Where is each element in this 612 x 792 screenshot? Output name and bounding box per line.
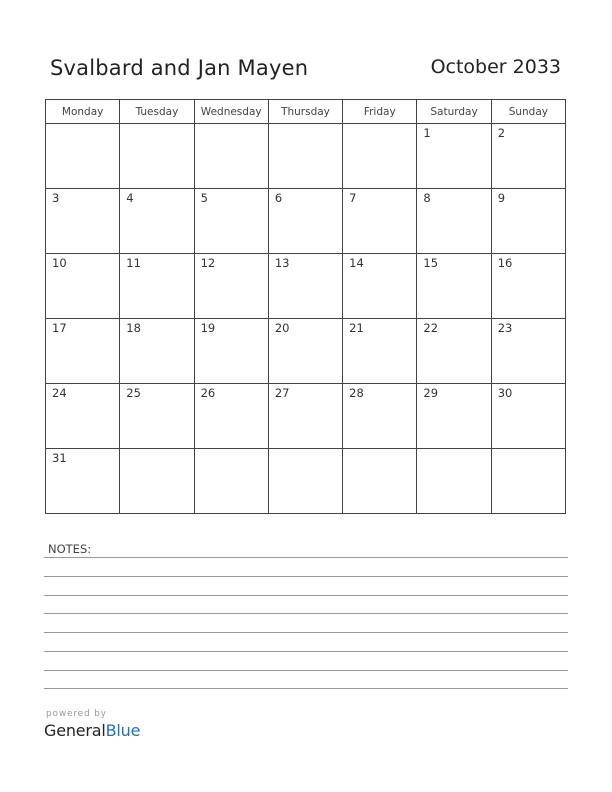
week-row (46, 449, 566, 514)
day-cell (417, 449, 491, 514)
day-cell (120, 254, 194, 319)
day-number: 22 (423, 321, 439, 335)
day-cell (417, 124, 491, 189)
day-cell (120, 189, 194, 254)
day-cell (491, 319, 565, 384)
day-number: 7 (349, 191, 357, 205)
day-cell (491, 124, 565, 189)
day-number: 12 (200, 256, 216, 270)
weekday-friday: Friday (343, 100, 417, 124)
day-cell (268, 254, 342, 319)
day-number: 10 (52, 256, 67, 270)
day-number: 2 (497, 126, 506, 140)
day-number (343, 449, 416, 451)
week-row (46, 124, 566, 189)
day-cell (46, 189, 120, 254)
day-number: 4 (126, 191, 134, 205)
day-number: 31 (52, 451, 67, 465)
day-cell (417, 384, 491, 449)
day-number: 13 (274, 256, 290, 270)
day-cell (46, 124, 120, 189)
day-number: 15 (423, 256, 439, 270)
day-cell (194, 254, 268, 319)
day-cell (194, 319, 268, 384)
day-number (343, 124, 416, 126)
day-number: 6 (274, 191, 283, 205)
day-number: 17 (52, 321, 67, 335)
day-cell (417, 189, 491, 254)
powered-by-text: powered by (46, 709, 107, 719)
brand-general: General (44, 721, 106, 740)
day-cell (268, 124, 342, 189)
day-cell (343, 384, 417, 449)
notes-line (44, 576, 568, 577)
notes-line (44, 613, 568, 614)
notes-line (44, 595, 568, 596)
day-number (46, 124, 119, 126)
day-cell (417, 319, 491, 384)
day-cell (343, 254, 417, 319)
day-cell (343, 124, 417, 189)
day-number (417, 449, 490, 451)
day-cell (120, 319, 194, 384)
day-number: 3 (52, 191, 60, 205)
day-cell (343, 319, 417, 384)
day-number: 5 (200, 191, 208, 205)
day-number: 26 (200, 386, 216, 400)
day-number: 9 (497, 191, 506, 205)
weekday-saturday: Saturday (417, 100, 491, 124)
day-cell (194, 384, 268, 449)
week-row (46, 254, 566, 319)
day-cell (268, 449, 342, 514)
day-number (120, 449, 193, 451)
day-number (269, 449, 342, 451)
weekday-tuesday: Tuesday (120, 100, 194, 124)
month-year-label: October 2033 (430, 56, 561, 78)
day-number (269, 124, 342, 126)
notes-line (44, 651, 568, 652)
notes-line (44, 557, 568, 558)
day-number: 14 (349, 256, 364, 270)
day-number (195, 449, 268, 451)
day-cell (491, 449, 565, 514)
day-cell (194, 449, 268, 514)
day-cell (268, 319, 342, 384)
weekday-header-row (46, 100, 566, 124)
weekday-sunday: Sunday (491, 100, 565, 124)
day-number: 25 (126, 386, 141, 400)
day-number (492, 449, 565, 451)
day-number (195, 124, 268, 126)
day-number: 16 (497, 256, 513, 270)
day-number: 19 (200, 321, 216, 335)
weekday-wednesday: Wednesday (194, 100, 268, 124)
notes-label: NOTES: (48, 542, 92, 556)
day-cell (268, 189, 342, 254)
day-number: 30 (497, 386, 513, 400)
day-cell (343, 189, 417, 254)
day-cell (46, 384, 120, 449)
day-cell (46, 449, 120, 514)
calendar-title: Svalbard and Jan Mayen (50, 56, 309, 80)
weekday-thursday: Thursday (268, 100, 342, 124)
day-number: 11 (126, 256, 141, 270)
day-number (120, 124, 193, 126)
notes-line (44, 670, 568, 671)
calendar-grid (45, 99, 566, 514)
day-cell (343, 449, 417, 514)
day-cell (120, 449, 194, 514)
notes-line (44, 688, 568, 689)
notes-line (44, 632, 568, 633)
day-number: 28 (349, 386, 364, 400)
day-cell (491, 254, 565, 319)
day-cell (46, 319, 120, 384)
day-number: 18 (126, 321, 141, 335)
day-cell (417, 254, 491, 319)
day-number: 29 (423, 386, 439, 400)
day-cell (120, 124, 194, 189)
week-row (46, 319, 566, 384)
week-row (46, 384, 566, 449)
day-cell (120, 384, 194, 449)
day-number: 23 (497, 321, 513, 335)
day-number: 24 (52, 386, 67, 400)
day-number: 21 (349, 321, 364, 335)
day-cell (491, 384, 565, 449)
day-number: 8 (423, 191, 431, 205)
day-cell (268, 384, 342, 449)
brand-blue: Blue (105, 721, 141, 740)
day-number: 27 (274, 386, 290, 400)
generalblue-logo[interactable] (44, 721, 140, 740)
day-cell (194, 189, 268, 254)
day-cell (491, 189, 565, 254)
day-number: 1 (423, 126, 431, 140)
weekday-monday: Monday (46, 100, 120, 124)
day-cell (46, 254, 120, 319)
day-cell (194, 124, 268, 189)
week-row (46, 189, 566, 254)
day-number: 20 (274, 321, 290, 335)
